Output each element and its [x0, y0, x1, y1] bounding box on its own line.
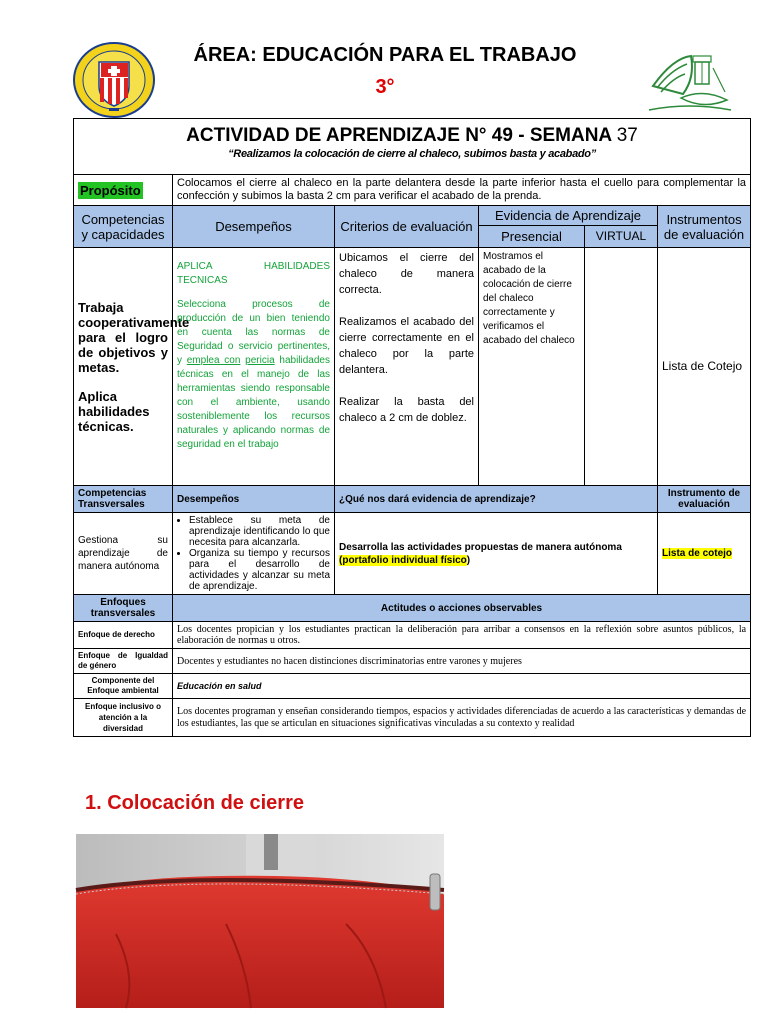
enfoque-label: Enfoque de derecho [74, 622, 173, 649]
enfoque-label: Enfoque de Igualdad de género [74, 649, 173, 674]
institution-emblem-logo [643, 48, 735, 118]
transversal-instrumento-header: Instrumento de evaluación [658, 486, 751, 513]
competencias-header: Competencias y capacidades [74, 206, 173, 248]
activity-title-row [74, 119, 751, 175]
evidencia-header: Evidencia de Aprendizaje [479, 206, 658, 226]
transversal-competencia: Gestiona su aprendizaje de manera autónoma [74, 513, 173, 595]
transversal-desempenos-header: Desempeños [173, 486, 335, 513]
criterios-cell [335, 248, 479, 486]
desempeno-item: • Organiza su tiempo y recursos para el desarrollo de actividades y alcanzar su meta de aprendizaje. [189, 548, 330, 592]
zipper-sewing-photo [76, 834, 444, 1008]
school-crest-logo [73, 42, 155, 118]
transversal-desempenos [173, 513, 335, 595]
proposito-text: Colocamos el cierre al chaleco en la parte delantera desde la parte inferior hasta el cuello para complementar la confección y subimos la basta 2 cm para verificar el acabado de la prenda. [173, 175, 751, 206]
header-row-1 [74, 206, 751, 226]
section-title: 1. Colocación de cierre [85, 792, 304, 814]
enfoque-row [74, 674, 751, 699]
desempeno-title: APLICA HABILIDADES TECNICAS [177, 261, 330, 286]
competencias-cell [74, 248, 190, 486]
transversal-evidencia-header: ¿Qué nos dará evidencia de aprendizaje? [335, 486, 658, 513]
enfoque-row [74, 649, 751, 674]
proposito-label: Propósito [74, 175, 173, 206]
desempeno-item: • Establece su meta de aprendizaje identificando lo que necesita para alcanzarla. [189, 515, 330, 548]
enfoque-label: Componente del Enfoque ambiental [74, 674, 173, 699]
criterios-header: Criterios de evaluación [335, 206, 479, 248]
desempeno-cell [173, 248, 335, 486]
instrumentos-header: Instrumentos de evaluación [658, 206, 751, 248]
transversal-competencias-header: Competencias Transversales [74, 486, 173, 513]
enfoques-header: Enfoques transversales [74, 595, 173, 622]
activity-subtitle: “Realizamos la colocación de cierre al chaleco, subimos basta y acabado” [228, 147, 596, 160]
main-content-row [74, 248, 751, 486]
evidencia-presencial-cell: Mostramos el acabado de la colocación de cierre del chaleco correctamente y verificamos el acabado del chaleco [479, 248, 585, 486]
presencial-header: Presencial [479, 226, 585, 248]
transversal-instrumento: Lista de cotejo [658, 513, 751, 595]
criterio-3: Realizar la basta del chaleco a 2 cm de doblez. [339, 396, 474, 424]
enfoque-row [74, 699, 751, 737]
instrumento-cell: Lista de Cotejo [658, 248, 751, 486]
area-title: ÁREA: EDUCACIÓN PARA EL TRABAJO [193, 44, 577, 66]
enfoque-text: Los docentes programan y enseñan considerando tiempos, espacios y actividades diferenciadas de acuerdo a las características y demandas de los estudiantes, las que se articulan en situaciones significativas vinculadas a su contexto y realidad [173, 699, 751, 737]
desempenos-header: Desempeños [173, 206, 335, 248]
transversal-desempenos-list [177, 515, 330, 592]
grade-label: 3° [375, 76, 395, 98]
activity-title-cell [74, 119, 751, 175]
transversal-header-row [74, 486, 751, 513]
virtual-header: VIRTUAL [585, 226, 658, 248]
learning-activity-table [73, 118, 751, 737]
criterio-1: Ubicamos el cierre del chaleco de manera correcta. [339, 252, 474, 296]
enfoque-label: Enfoque inclusivo o atención a la diversidad [74, 699, 173, 737]
enfoque-text: Docentes y estudiantes no hacen distinciones discriminatorias entre varones y mujeres [173, 649, 751, 674]
enfoque-text: Educación en salud [173, 674, 751, 699]
transversal-evidencia: Desarrolla las actividades propuestas de manera autónoma (portafolio individual físico) [335, 513, 658, 595]
transversal-row [74, 513, 751, 595]
actitudes-header: Actitudes o acciones observables [173, 595, 751, 622]
competencia-aplica: Aplica habilidades técnicas. [78, 388, 150, 434]
competencia-trabaja: Trabaja cooperativamente para el logro de objetivos y metas. [78, 299, 190, 375]
activity-title: ACTIVIDAD DE APRENDIZAJE N° 49 - SEMANA 37 [186, 124, 638, 146]
evidencia-virtual-cell [585, 248, 658, 486]
criterio-2: Realizamos el acabado del cierre correctamente en el chaleco por la parte delantera. [339, 316, 474, 376]
desempeno-text: Selecciona procesos de producción de un bien teniendo en cuenta las normas de Seguridad o servicio pertinentes, y emplea con pericia habilidades técnicas en el manejo de las herramientas siendo responsable con el ambiente, usando sosteniblemente los recursos naturales y aplicando normas de seguridad en el trabajo [177, 299, 330, 450]
proposito-row [74, 175, 751, 206]
enfoques-header-row [74, 595, 751, 622]
enfoque-text: Los docentes propician y los estudiantes practican la deliberación para arribar a consensos en la reflexión sobre asuntos públicos, la elaboración de normas u otros. [173, 622, 751, 649]
enfoque-row [74, 622, 751, 649]
